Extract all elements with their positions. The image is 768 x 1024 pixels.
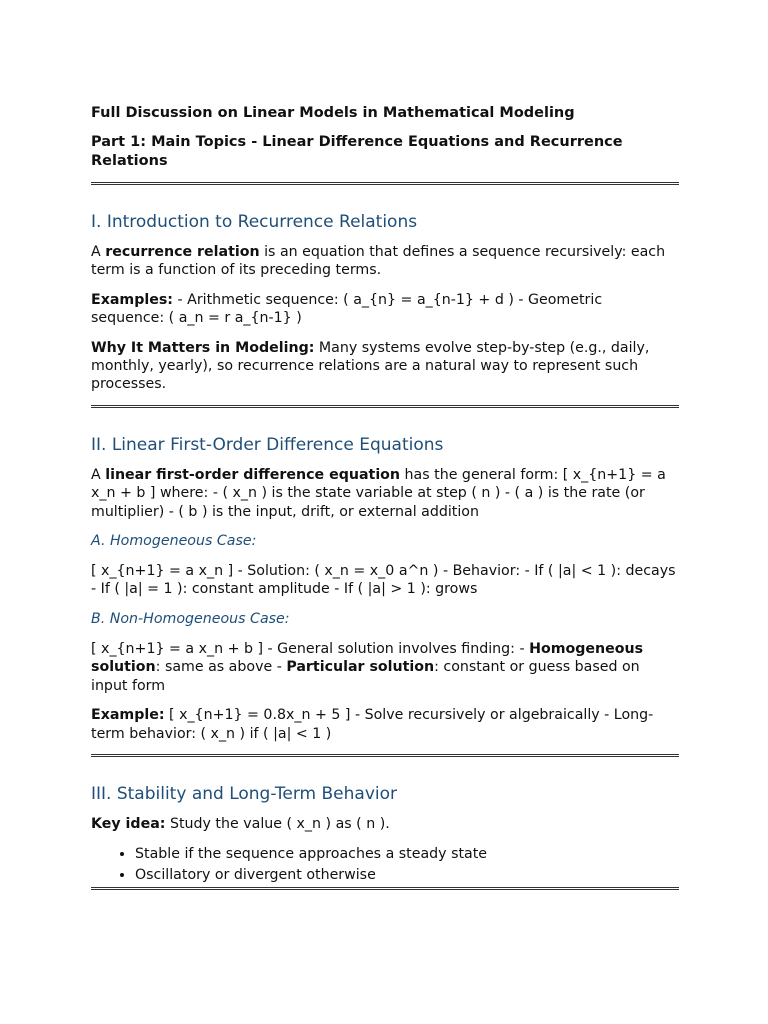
text: Study the value ( x_n ) as ( n ). bbox=[165, 815, 390, 832]
bold-label: Key idea: bbox=[91, 815, 166, 832]
part-title: Part 1: Main Topics - Linear Difference Equations and Recurrence Relations bbox=[91, 134, 623, 169]
text: Many systems evolve step-by-step (e.g., daily, monthly, yearly), so recurrence relations are a natural way to represent such processes. bbox=[91, 339, 650, 393]
document-title: Full Discussion on Linear Models in Mathematical Modeling bbox=[91, 105, 575, 121]
paragraph-non-homogeneous bbox=[91, 640, 679, 695]
paragraph-why-it-matters bbox=[91, 339, 679, 394]
text: : same as above - bbox=[155, 659, 287, 676]
list-item: • Stable if the sequence approaches a steady state bbox=[135, 844, 679, 865]
text: [ x_{n+1} = a x_n + b ] - General solution involves finding: - bbox=[91, 640, 530, 657]
bold-label: Why It Matters in Modeling: bbox=[91, 339, 315, 356]
text: A bbox=[91, 466, 106, 483]
text: is an equation that defines a sequence recursively: each term is a function of its preceding terms. bbox=[91, 244, 666, 279]
subheading-homogeneous: A. Homogeneous Case: bbox=[91, 533, 257, 550]
paragraph-homogeneous: [ x_{n+1} = a x_n ] - Solution: ( x_n = x_0 a^n ) - Behavior: - If ( |a| < 1 ): decays - If ( |a| = 1 ): constant amplitude - If ( |a| > 1 ): grows bbox=[91, 563, 676, 598]
bold-term: Homogeneous solution bbox=[91, 640, 644, 676]
subheading-non-homogeneous: B. Non-Homogeneous Case: bbox=[91, 610, 290, 627]
section-divider bbox=[91, 754, 679, 757]
section-divider bbox=[91, 182, 679, 185]
text: [ x_{n+1} = 0.8x_n + 5 ] - Solve recursively or algebraically - Long-term behavior: ( x_n ) if ( |a| < 1 ) bbox=[91, 707, 654, 742]
document-body bbox=[91, 104, 679, 890]
text: - Arithmetic sequence: ( a_{n} = a_{n-1} + d ) - Geometric sequence: ( a_n = r a_{n-1} ) bbox=[91, 291, 603, 327]
paragraph-examples bbox=[91, 291, 679, 328]
stability-list bbox=[91, 844, 679, 885]
bold-term: Particular solution bbox=[286, 659, 435, 676]
section-divider bbox=[91, 405, 679, 408]
bold-term: linear first-order difference equation bbox=[105, 466, 401, 483]
bold-term: recurrence relation bbox=[105, 244, 260, 260]
section-heading-intro: I. Introduction to Recurrence Relations bbox=[91, 212, 418, 232]
paragraph-key-idea bbox=[91, 815, 679, 833]
bold-label: Example: bbox=[91, 707, 165, 724]
paragraph-example bbox=[91, 706, 679, 743]
text: : constant or guess based on input form bbox=[91, 659, 640, 694]
paragraph-general-form bbox=[91, 466, 679, 521]
section-heading-linear-first-order: II. Linear First-Order Difference Equations bbox=[91, 434, 444, 455]
section-divider bbox=[91, 887, 679, 890]
paragraph-recurrence-definition bbox=[91, 243, 679, 280]
text: A bbox=[91, 244, 106, 260]
list-item: • Oscillatory or divergent otherwise bbox=[135, 865, 679, 886]
text: has the general form: [ x_{n+1} = a x_n + b ] where: - ( x_n ) is the state variable at step ( n ) - ( a ) is the rate (or multiplier) - ( b ) is the input, drift, or external addition bbox=[91, 466, 666, 520]
bold-label: Examples: bbox=[91, 291, 173, 308]
section-heading-stability: III. Stability and Long-Term Behavior bbox=[91, 783, 398, 804]
